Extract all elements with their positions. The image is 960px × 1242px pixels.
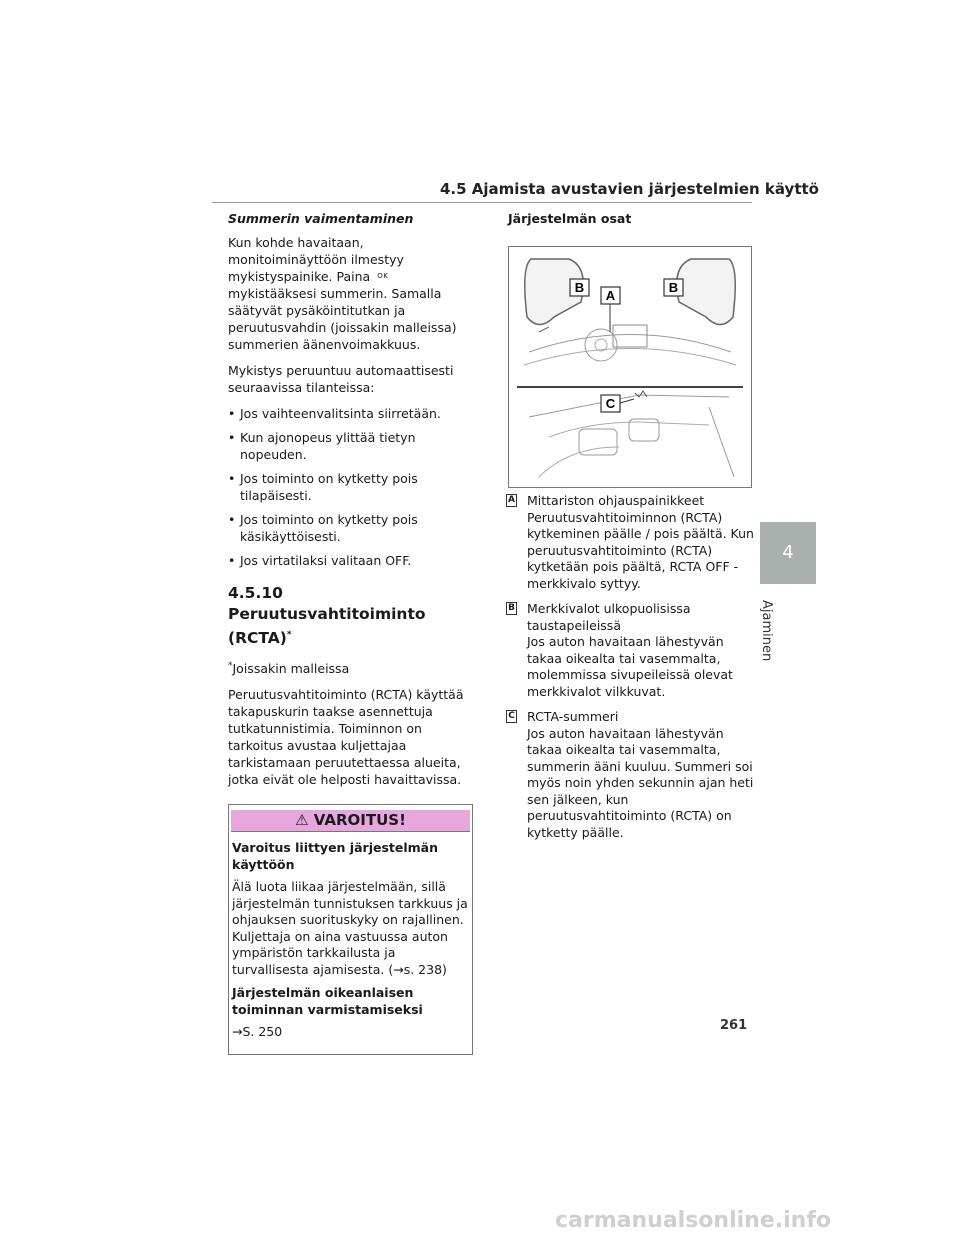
page-number: 261	[720, 1018, 748, 1033]
warning-icon: ⚠	[295, 811, 309, 830]
legend-title: Mittariston ohjauspainikkeet	[527, 493, 705, 508]
list-item: • Jos toiminto on kytketty pois käsikäyttöisesti.	[228, 511, 473, 545]
legend-text: Peruutusvahtitoiminnon (RCTA) kytkeminen päälle / pois päältä. Kun peruutusvahtitoiminto (RCTA) kytketään pois päältä, RCTA OFF -merkkivalo syttyy.	[527, 509, 754, 591]
list-item	[506, 709, 756, 841]
warning-body	[229, 832, 472, 1054]
legend-key: B	[506, 602, 517, 615]
warning-subtitle-1: Varoitus liittyen järjestelmän käyttöön	[232, 840, 438, 872]
left-column	[228, 210, 473, 1055]
system-parts-illustration	[508, 246, 752, 488]
legend-title: Merkkivalot ulkopuolisissa taustapeileissä	[527, 601, 691, 633]
footnote-text: Joissakin malleissa	[232, 661, 350, 677]
section-heading-text: 4.5.10 Peruutusvahtitoiminto (RCTA)	[228, 584, 426, 648]
mute-paragraph-end: mykistääksesi summerin. Samalla säätyvät pysäköintitutkan ja peruutusvahdin (joissakin malleissa) summerien äänenvoimakkuus.	[228, 286, 457, 352]
mute-cancel-paragraph: Mykistys peruuntuu automaattisesti seuraavissa tilanteissa:	[228, 363, 454, 395]
car-interior-drawing	[509, 247, 751, 487]
warning-box	[228, 804, 473, 1055]
cancel-conditions-list	[228, 405, 473, 569]
header-divider	[212, 202, 752, 203]
right-column-title	[508, 210, 753, 239]
rcta-intro: Peruutusvahtitoiminto (RCTA) käyttää takapuskurin taakse asennettuja tutkatunnistimia. Toiminnon on tarkoitus avustaa kuljettajaa tarkistamaan peruutettaessa alueita, jotka eivät ole helposti havaittavissa.	[228, 687, 464, 788]
legend-key: A	[506, 494, 517, 507]
list-item: • Kun ajonopeus ylittää tietyn nopeuden.	[228, 429, 473, 463]
warning-text-2: →S. 250	[232, 1024, 283, 1040]
figure-label-a: A	[605, 288, 616, 303]
list-item	[506, 601, 756, 700]
warning-header	[231, 810, 470, 832]
warning-text-1: Älä luota liikaa järjestelmään, sillä järjestelmän tunnistuksen tarkkuus ja ohjauksen suorituskyky on rajallinen. Kuljettaja on aina vastuussa auton ympäristön tarkkailusta ja turvallisesta ajamisesta. (→s. 238)	[232, 879, 468, 977]
ok-button-icon: OK	[377, 272, 389, 280]
list-item: • Jos virtatilaksi valitaan OFF.	[228, 552, 473, 569]
mute-paragraph	[228, 234, 473, 353]
legend-key: C	[506, 710, 517, 723]
parts-title: Järjestelmän osat	[508, 211, 632, 226]
warning-label: VAROITUS!	[313, 811, 406, 830]
legend-text: Jos auton havaitaan lähestyvän takaa oikealta tai vasemmalta, molemmissa sivupeileissä olevat merkkivalot vilkkuvat.	[527, 634, 733, 699]
legend-text: Jos auton havaitaan lähestyvän takaa oikealta tai vasemmalta, summerin ääni kuuluu. Summeri soi myös noin yhden sekunnin ajan heti sen jälkeen, kun peruutusvahtitoiminto (RCTA) on kytketty päälle.	[527, 725, 754, 840]
warning-subtitle-2: Järjestelmän oikeanlaisen toiminnan varmistamiseksi	[232, 985, 423, 1017]
page-header-title: 4.5 Ajamista avustavien järjestelmien käyttö	[440, 180, 819, 198]
figure-label-c: C	[605, 396, 616, 411]
list-item: • Jos toiminto on kytketty pois tilapäisesti.	[228, 470, 473, 504]
chapter-label	[756, 600, 776, 670]
mute-title: Summerin vaimentaminen	[228, 211, 414, 226]
list-item	[506, 493, 756, 592]
chapter-tab: 4	[760, 522, 816, 584]
section-heading	[228, 583, 473, 649]
legend-title: RCTA-summeri	[527, 709, 619, 724]
parts-legend	[506, 493, 756, 850]
footnote-star: *	[228, 661, 233, 672]
chapter-label-text: Ajaminen	[759, 600, 774, 662]
watermark: carmanualsonline.info	[555, 1208, 831, 1233]
figure-label-b-left: B	[574, 280, 585, 295]
section-heading-star: *	[286, 630, 292, 640]
figure-label-b-right: B	[668, 280, 679, 295]
list-item: • Jos vaihteenvalitsinta siirretään.	[228, 405, 473, 422]
mute-paragraph-start: Kun kohde havaitaan, monitoiminäyttöön ilmestyy mykistyspainike. Paina	[228, 235, 404, 284]
footnote	[228, 658, 473, 677]
